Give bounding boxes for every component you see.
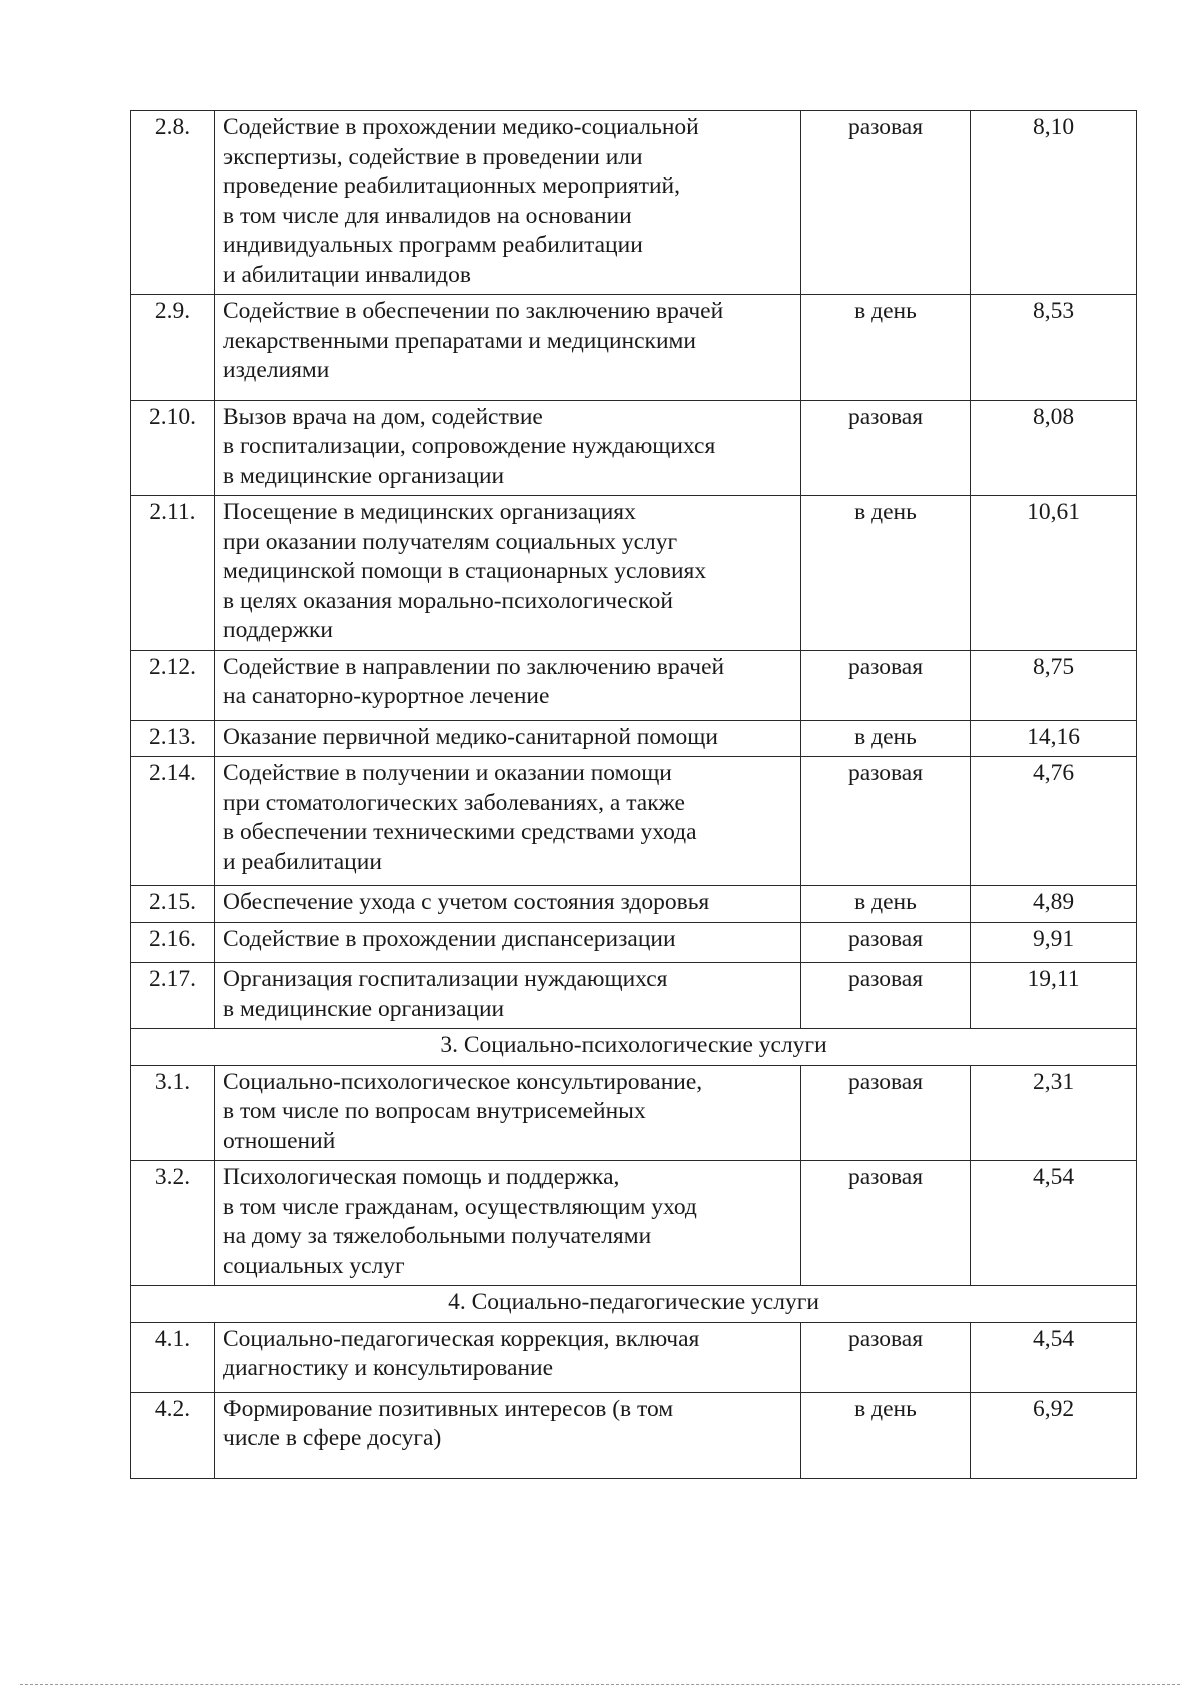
service-unit: в день [801,496,971,651]
description-line: в том числе для инвалидов на основании [223,202,632,229]
item-number: 2.12. [131,650,215,720]
description-line: лекарственными препаратами и медицинскими [223,327,696,354]
description-line: Содействие в прохождении диспансеризации [223,925,676,952]
item-number: 2.16. [131,922,215,963]
services-tariff-table [130,110,1137,1479]
item-number: 2.10. [131,400,215,496]
description-line: Посещение в медицинских организациях [223,499,636,525]
description-line: и реабилитации [223,848,382,875]
table-row [131,963,1137,1029]
item-number: 2.14. [131,757,215,886]
description-line: при оказании получателям социальных услуг [223,528,678,555]
service-description [215,400,801,496]
service-unit: разовая [801,963,971,1029]
item-number: 3.2. [131,1161,215,1286]
section-title: 4. Социально-педагогические услуги [131,1286,1137,1323]
description-line: в обеспечении техническими средствами ухода [223,819,697,845]
service-unit: разовая [801,757,971,886]
service-description [215,922,801,963]
description-line: поддержки [223,617,333,643]
section-row [131,1029,1137,1066]
table-row [131,295,1137,401]
description-line: диагностику и консультирование [223,1355,554,1381]
table-row [131,496,1137,651]
service-description [215,1392,801,1478]
table-row [131,400,1137,496]
tariff-value: 8,10 [971,111,1137,295]
service-unit: разовая [801,1065,971,1161]
table-row [131,1322,1137,1392]
description-line: числе в сфере досуга) [223,1425,442,1451]
description-line: изделиями [223,357,330,383]
description-line: социальных услуг [223,1252,405,1279]
table-body [131,111,1137,1479]
table-row [131,922,1137,963]
description-line: Содействие в получении и оказании помощи [223,760,672,786]
table-row [131,720,1137,757]
item-number: 2.8. [131,111,215,295]
tariff-value: 8,75 [971,650,1137,720]
service-unit: в день [801,295,971,401]
description-line: в целях оказания морально-психологической [223,587,673,614]
table-row [131,1161,1137,1286]
service-description [215,650,801,720]
item-number: 4.2. [131,1392,215,1478]
tariff-value: 9,91 [971,922,1137,963]
description-line: при стоматологических заболеваниях, а также [223,789,685,816]
service-unit: в день [801,720,971,757]
tariff-value: 4,76 [971,757,1137,886]
section-row [131,1286,1137,1323]
service-description [215,111,801,295]
description-line: Содействие в прохождении медико-социальной [223,114,699,140]
description-line: Оказание первичной медико-санитарной помощи [223,723,718,750]
table-row [131,757,1137,886]
service-description [215,757,801,886]
description-line: в том числе гражданам, осуществляющим уход [223,1193,697,1220]
description-line: Вызов врача на дом, содействие [223,403,543,430]
service-description [215,496,801,651]
table-row [131,1392,1137,1478]
table-row [131,1065,1137,1161]
service-description [215,1065,801,1161]
description-line: в медицинские организации [223,995,505,1022]
item-number: 2.11. [131,496,215,651]
service-description [215,295,801,401]
table-row [131,650,1137,720]
service-description [215,1161,801,1286]
item-number: 3.1. [131,1065,215,1161]
tariff-value: 6,92 [971,1392,1137,1478]
description-line: Обеспечение ухода с учетом состояния здоровья [223,889,710,915]
description-line: Формирование позитивных интересов (в том [223,1395,674,1422]
description-line: экспертизы, содействие в проведении или [223,143,643,170]
description-line: на дому за тяжелобольными получателями [223,1223,652,1249]
description-line: Организация госпитализации нуждающихся [223,966,668,992]
description-line: Содействие в обеспечении по заключению врачей [223,298,724,324]
description-line: медицинской помощи в стационарных условиях [223,558,707,584]
service-unit: разовая [801,650,971,720]
service-unit: в день [801,1392,971,1478]
description-line: индивидуальных программ реабилитации [223,232,643,258]
service-unit: разовая [801,922,971,963]
scan-edge-line [20,1684,1180,1685]
tariff-value: 14,16 [971,720,1137,757]
description-line: в госпитализации, сопровождение нуждающихся [223,433,716,459]
description-line: и абилитации инвалидов [223,261,471,288]
service-unit: в день [801,886,971,923]
tariff-value: 10,61 [971,496,1137,651]
service-description [215,963,801,1029]
tariff-value: 2,31 [971,1065,1137,1161]
table-row [131,886,1137,923]
service-unit: разовая [801,111,971,295]
description-line: Содействие в направлении по заключению врачей [223,653,725,680]
service-unit: разовая [801,1161,971,1286]
item-number: 2.17. [131,963,215,1029]
description-line: отношений [223,1127,336,1154]
description-line: в медицинские организации [223,462,505,489]
description-line: на санаторно-курортное лечение [223,683,550,709]
service-description [215,886,801,923]
service-description [215,720,801,757]
description-line: в том числе по вопросам внутрисемейных [223,1098,646,1124]
service-unit: разовая [801,400,971,496]
tariff-value: 4,54 [971,1322,1137,1392]
tariff-value: 4,54 [971,1161,1137,1286]
service-unit: разовая [801,1322,971,1392]
item-number: 2.13. [131,720,215,757]
tariff-value: 19,11 [971,963,1137,1029]
item-number: 2.9. [131,295,215,401]
description-line: Психологическая помощь и поддержка, [223,1164,620,1190]
service-description [215,1322,801,1392]
tariff-value: 4,89 [971,886,1137,923]
item-number: 4.1. [131,1322,215,1392]
table-row [131,111,1137,295]
tariff-value: 8,53 [971,295,1137,401]
description-line: Социально-психологическое консультирование, [223,1068,703,1095]
tariff-value: 8,08 [971,400,1137,496]
description-line: Социально-педагогическая коррекция, включая [223,1325,700,1352]
description-line: проведение реабилитационных мероприятий, [223,173,680,199]
section-title: 3. Социально-психологические услуги [131,1029,1137,1066]
item-number: 2.15. [131,886,215,923]
